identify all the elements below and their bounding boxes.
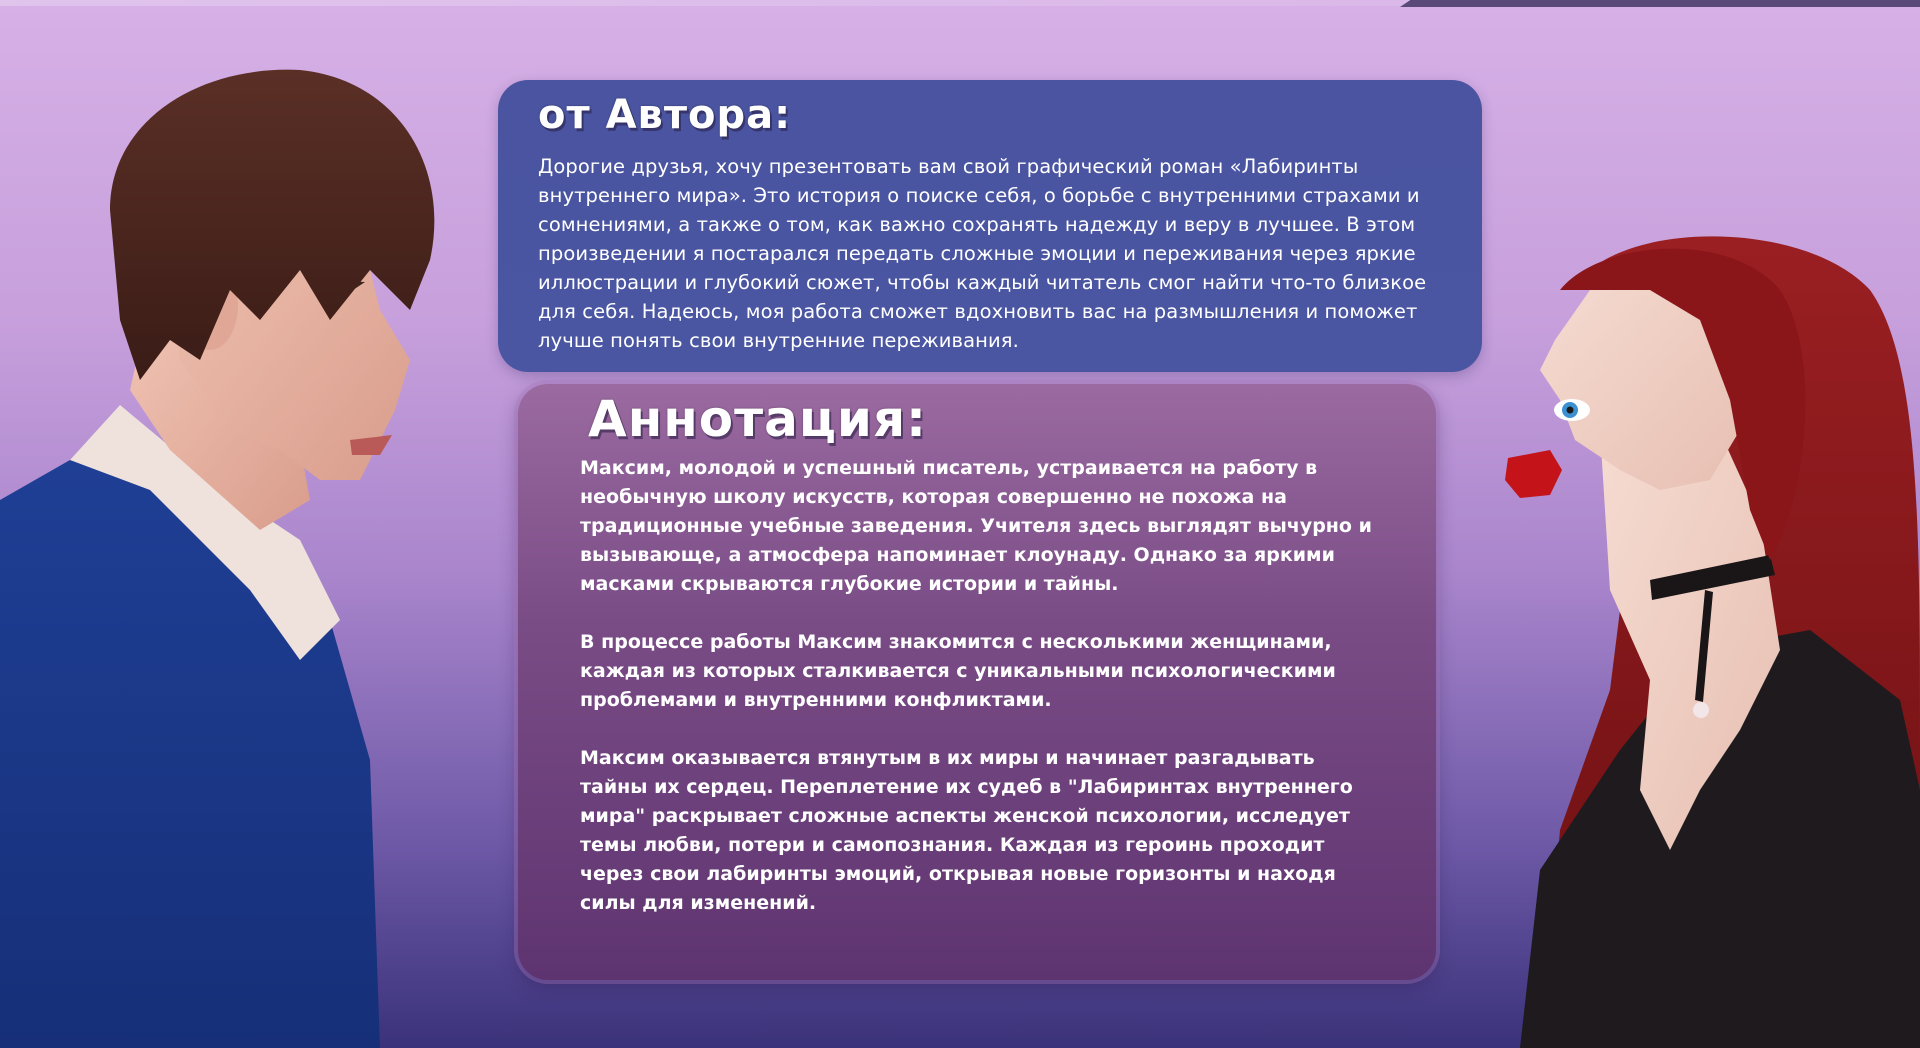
annotation-body: [580, 454, 1380, 947]
annotation-panel: [518, 384, 1436, 980]
annotation-paragraph-3: Максим оказывается втянутым в их миры и начинает разгадывать тайны их сердец. Переплетение их судеб в "Лабиринтах внутреннего мира" раскрывает сложные аспекты женской психологии, исследует темы любви, потери и самопознания. Каждая из героинь проходит через свои лабиринты эмоций, открывая новые горизонты и находя силы для изменений.: [580, 747, 1353, 914]
male-character-illustration: [0, 60, 440, 1048]
annotation-heading: Аннотация:: [588, 390, 928, 448]
annotation-paragraph-1: Максим, молодой и успешный писатель, устраивается на работу в необычную школу искусств, которая совершенно не похожа на традиционные учебные заведения. Учителя здесь выглядят вычурно и вызывающе, а атмосфера напоминает клоунаду. Однако за яркими масками скрываются глубокие истории и тайны.: [580, 457, 1372, 595]
author-note-panel: [498, 80, 1482, 372]
female-character-illustration: [1480, 230, 1920, 1048]
author-note-text: Дорогие друзья, хочу презентовать вам свой графический роман «Лабиринты внутреннего мира». Это история о поиске себя, о борьбе с внутренними страхами и сомнениями, а также о том, как важно сохранять надежду и веру в лучшее. В этом произведении я постарался передать сложные эмоции и переживания через яркие иллюстрации и глубокий сюжет, чтобы каждый читатель смог найти что-то близкое для себя. Надеюсь, моя работа сможет вдохновить вас на размышления и поможет лучше понять свои внутренние переживания.: [538, 155, 1427, 352]
annotation-paragraph-2: В процессе работы Максим знакомится с несколькими женщинами, каждая из которых сталкивается с уникальными психологическими проблемами и внутренними конфликтами.: [580, 631, 1336, 711]
author-heading: от Автора:: [538, 92, 792, 138]
top-right-decoration-bar: [1400, 0, 1920, 7]
